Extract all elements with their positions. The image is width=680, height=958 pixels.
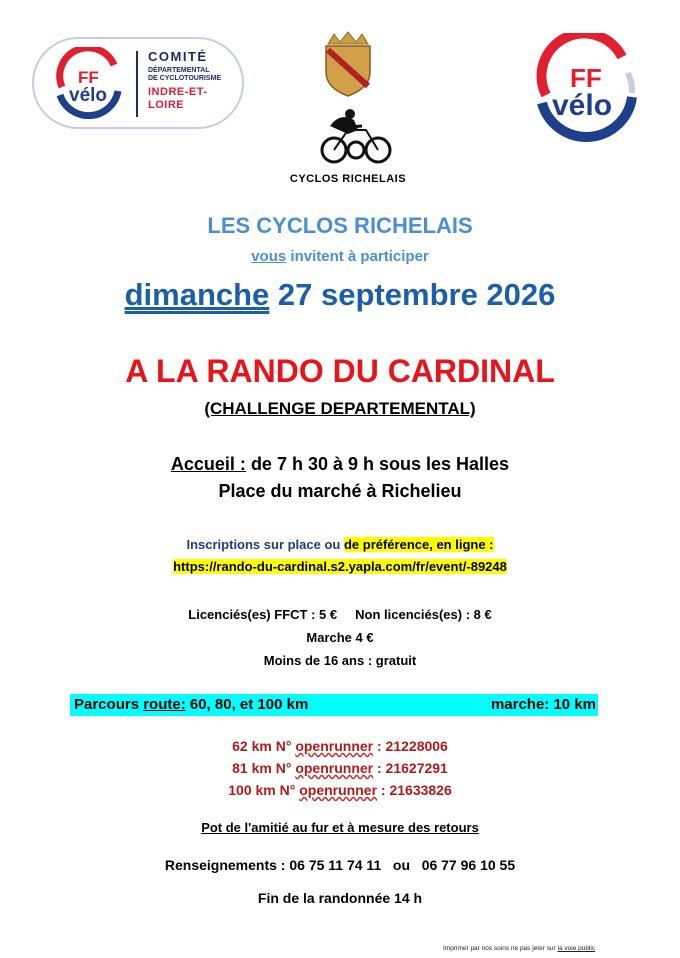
- pot-amitie: Pot de l'amitié au fur et à mesure des retours: [201, 820, 479, 835]
- coat-of-arms-cyclist-icon: [278, 30, 418, 170]
- parcours-banner: Parcours route: 60, 80, et 100 km marche: 10 km: [70, 694, 598, 716]
- openrunner-list: [0, 735, 680, 801]
- accueil-info: Accueil : de 7 h 30 à 9 h sous les Halles Place du marché à Richelieu: [170, 454, 510, 501]
- inscriptions: Inscriptions sur place ou de préférence, en ligne : https://rando-du-cardinal.s2.yapla.com/fr/event/-89248: [173, 537, 507, 574]
- openrunner-item: 81 km N° openrunner : 21627291: [232, 760, 448, 776]
- footer-note: Imprimer par nos soins ne pas jeter sur la voie public: [443, 945, 596, 952]
- openrunner-item: 62 km N° openrunner : 21228006: [232, 738, 448, 754]
- svg-text:vélo: vélo: [69, 85, 108, 106]
- comite-subtitle: DÉPARTEMENTAL DE CYCLOTOURISME: [148, 67, 221, 82]
- svg-text:FF: FF: [570, 63, 602, 93]
- invite-line: vous invitent à participer: [251, 248, 429, 265]
- svg-text:FF: FF: [78, 68, 99, 87]
- comite-title: COMITÉ: [148, 49, 208, 64]
- club-logo: [278, 30, 418, 190]
- club-heading: LES CYCLOS RICHELAIS: [207, 213, 473, 238]
- club-name: CYCLOS RICHELAIS: [289, 173, 407, 185]
- event-date: dimanche 27 septembre 2026: [124, 277, 556, 312]
- svg-text:vélo: vélo: [552, 89, 613, 122]
- event-name: A LA RANDO DU CARDINAL: [125, 353, 555, 389]
- inscription-url[interactable]: https://rando-du-cardinal.s2.yapla.com/fr/event/-89248: [173, 559, 507, 574]
- comite-logo: [32, 37, 244, 129]
- comite-region: INDRE-ET- LOIRE: [148, 86, 208, 111]
- ffvelo-small-icon: [52, 47, 128, 119]
- prices: Licenciés(es) FFCT : 5 € Non licenciés(es) : 8 € Marche 4 € Moins de 16 ans : gratuit: [188, 607, 492, 668]
- ffvelo-logo: [532, 33, 642, 143]
- end-time: Fin de la randonnée 14 h: [257, 890, 423, 906]
- comite-divider: [136, 51, 138, 117]
- openrunner-item: 100 km N° openrunner : 21633826: [228, 782, 452, 798]
- renseignements: Renseignements : 06 75 11 74 11 ou 06 77 96 10 55: [164, 857, 516, 873]
- event-subtitle: (CHALLENGE DEPARTEMENTAL): [204, 399, 476, 418]
